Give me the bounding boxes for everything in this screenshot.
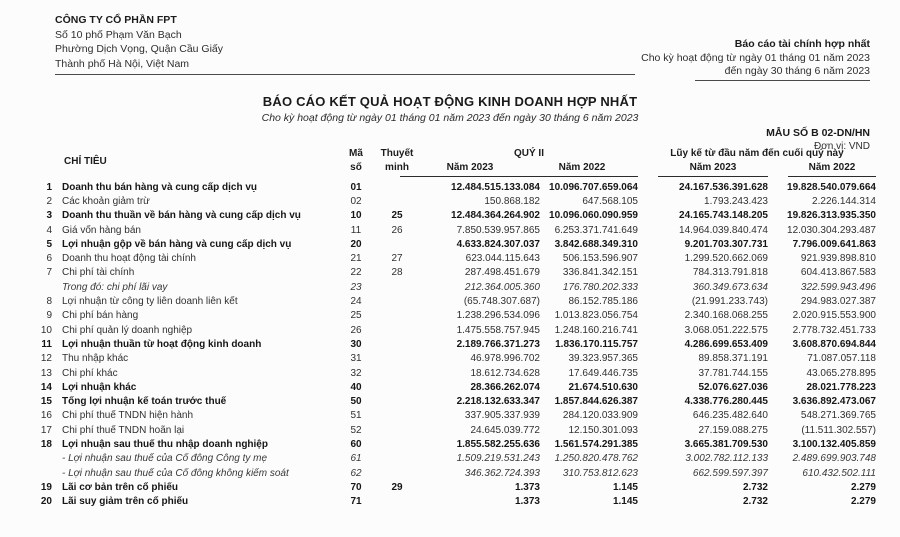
row-code: 70 [350,481,362,493]
row-number: 13 [40,367,52,379]
value-ytd-2023: 3.068.051.222.575 [684,324,768,336]
column-group-quarter-2: QUÝ II [513,148,544,159]
column-header-ytd-2022: Năm 2022 [788,161,876,177]
row-number: 8 [46,296,52,308]
table-row [38,495,876,509]
value-ytd-2022: 19.826.313.935.350 [787,210,876,222]
row-number: 2 [46,195,52,207]
row-number: 18 [40,438,52,450]
value-ytd-2023: 360.349.673.634 [692,281,768,293]
value-ytd-2023: 37.781.744.155 [698,367,768,379]
table-row [38,237,876,251]
value-ytd-2022: 2.279 [850,496,876,508]
value-q2-2022: 10.096.060.090.959 [549,210,638,222]
value-q2-2023: 150.868.182 [484,195,540,207]
value-q2-2022: 284.120.033.909 [562,410,638,422]
value-q2-2023: 18.612.734.628 [470,367,540,379]
value-q2-2022: 1.561.574.291.385 [554,438,638,450]
row-label: Lợi nhuận từ công ty liên doanh liên kết [62,296,238,308]
row-code: 62 [350,467,362,479]
value-ytd-2023: 662.599.597.397 [692,467,768,479]
row-label: Doanh thu bán hàng và cung cấp dịch vụ [62,181,258,193]
value-ytd-2023: 1.299.520.662.069 [684,253,768,265]
value-ytd-2023: 646.235.482.640 [692,410,768,422]
row-label: Giá vốn hàng bán [62,224,141,236]
value-q2-2023: 2.189.766.371.273 [456,338,540,350]
value-ytd-2022: 28.021.778.223 [806,381,876,393]
column-header-thuyet-line1: Thuyết [380,148,414,159]
value-q2-2022: 86.152.785.186 [568,296,638,308]
row-code: 10 [350,210,362,222]
row-code: 32 [350,367,362,379]
value-q2-2022: 176.780.202.333 [562,281,638,293]
value-ytd-2023: 784.313.791.818 [692,267,768,279]
value-ytd-2022: 2.020.915.553.900 [792,310,876,322]
company-address-line-1: Số 10 phố Phạm Văn Bạch [55,28,182,41]
row-code: 23 [350,281,362,293]
table-row [38,466,876,480]
value-ytd-2023: 24.165.743.148.205 [679,210,768,222]
table-row [38,294,876,308]
row-number: 7 [46,267,52,279]
value-ytd-2023: 2.732 [742,481,768,493]
value-q2-2023: 12.484.515.133.084 [451,181,540,193]
table-row [38,251,876,265]
row-number: 14 [40,381,52,393]
row-label: Doanh thu hoạt động tài chính [62,253,196,265]
value-q2-2022: 647.568.105 [582,195,638,207]
row-label: Chi phí thuế TNDN hiện hành [62,410,194,422]
row-code: 25 [350,310,362,322]
value-ytd-2023: 3.665.381.709.530 [684,438,768,450]
row-label: Chi phí khác [62,367,118,379]
row-label: Lợi nhuận sau thuế thu nhập doanh nghiệp [62,438,268,450]
value-ytd-2023: 4.286.699.653.409 [684,338,768,350]
value-ytd-2022: (11.511.302.557) [801,424,876,436]
row-code: 30 [350,338,362,350]
row-note-ref: 27 [391,253,403,265]
value-q2-2023: 346.362.724.393 [464,467,540,479]
value-q2-2022: 6.253.371.741.649 [554,224,638,236]
row-note-ref: 25 [391,210,403,222]
report-ref-period-line-2: đến ngày 30 tháng 6 năm 2023 [695,65,870,81]
table-row [38,452,876,466]
value-ytd-2023: 52.076.627.036 [698,381,768,393]
table-row [38,423,876,437]
value-ytd-2023: 2.340.168.068.255 [684,310,768,322]
value-ytd-2022: 7.796.009.641.863 [792,238,876,250]
company-name: CÔNG TY CỔ PHẦN FPT [55,14,177,26]
row-code: 71 [350,496,362,508]
row-label: Các khoản giảm trừ [62,195,150,207]
column-header-ma-line2: số [350,162,362,173]
row-code: 31 [350,353,362,365]
value-q2-2023: 1.855.582.255.636 [456,438,540,450]
table-row [38,480,876,494]
value-q2-2022: 17.649.446.735 [568,367,638,379]
row-code: 11 [350,224,362,236]
table-row [38,309,876,323]
value-q2-2023: 12.484.364.264.902 [451,210,540,222]
value-ytd-2022: 2.279 [850,481,876,493]
row-label: Thu nhập khác [62,353,129,365]
table-header [38,147,876,177]
row-number: 1 [46,181,52,193]
row-code: 52 [350,424,362,436]
table-row [38,323,876,337]
value-ytd-2022: 12.030.304.293.487 [787,224,876,236]
report-ref-title: Báo cáo tài chính hợp nhất [734,38,870,50]
row-code: 50 [350,396,362,408]
company-address-line-2: Phường Dịch Vọng, Quận Cầu Giấy [55,43,224,55]
value-ytd-2022: 2.489.699.903.748 [792,453,876,465]
value-ytd-2023: 14.964.039.840.474 [679,224,768,236]
value-q2-2022: 1.857.844.626.387 [554,396,638,408]
column-header-q2-2022: Năm 2022 [526,161,638,177]
value-q2-2023: 287.498.451.679 [464,267,540,279]
value-q2-2022: 310.753.812.623 [562,467,638,479]
row-note-ref: 28 [391,267,403,279]
table-row [38,352,876,366]
value-q2-2023: 623.044.115.643 [465,253,540,265]
value-q2-2022: 1.250.820.478.762 [554,453,638,465]
value-q2-2022: 39.323.957.365 [568,353,638,365]
column-header-ytd-2023: Năm 2023 [658,161,768,177]
value-ytd-2022: 3.636.892.473.067 [792,396,876,408]
table-row [38,337,876,351]
row-label: Lãi suy giảm trên cổ phiếu [62,496,189,508]
value-q2-2022: 21.674.510.630 [568,381,638,393]
table-row [38,266,876,280]
report-ref-period-line-1: Cho kỳ hoạt động từ ngày 01 tháng 01 năm 2023 [641,51,870,64]
value-ytd-2022: 294.983.027.387 [800,296,876,308]
value-q2-2023: 46.978.996.702 [470,353,540,365]
value-ytd-2023: 4.338.776.280.445 [684,396,768,408]
value-q2-2022: 1.248.160.216.741 [554,324,638,336]
value-ytd-2023: 1.793.243.423 [704,195,768,207]
value-ytd-2022: 3.100.132.405.859 [792,438,876,450]
value-ytd-2023: 9.201.703.307.731 [684,238,768,250]
value-q2-2023: 212.364.005.360 [464,281,540,293]
value-q2-2023: 1.475.558.757.945 [456,324,540,336]
value-ytd-2023: 24.167.536.391.628 [679,181,768,193]
row-code: 22 [350,267,362,279]
value-q2-2023: 24.645.039.772 [470,424,540,436]
page-subtitle: Cho kỳ hoạt động từ ngày 01 tháng 01 năm 2023 đến ngày 30 tháng 6 năm 2023 [261,112,639,124]
value-ytd-2022: 2.226.144.314 [812,195,876,207]
row-note-ref: 29 [391,481,403,493]
column-header-thuyet-line2: minh [385,162,409,173]
report-reference [641,38,870,81]
row-label: Doanh thu thuần về bán hàng và cung cấp dịch vụ [62,210,301,222]
row-code: 21 [350,253,362,265]
value-ytd-2023: 89.858.371.191 [698,353,768,365]
value-ytd-2022: 548.271.369.765 [800,410,876,422]
value-ytd-2022: 322.599.943.496 [800,281,876,293]
value-q2-2023: (65.748.307.687) [463,296,540,308]
row-code: 40 [350,381,362,393]
row-label: Lợi nhuận gộp về bán hàng và cung cấp dịch vụ [62,238,292,250]
value-q2-2022: 1.836.170.115.757 [555,338,638,350]
value-q2-2022: 12.150.301.093 [568,424,638,436]
value-q2-2023: 28.366.262.074 [470,381,540,393]
table-row [38,380,876,394]
value-ytd-2023: (21.991.233.743) [691,296,768,308]
row-label: Trong đó: chi phí lãi vay [62,281,168,293]
row-number: 3 [46,210,52,222]
row-code: 51 [350,410,362,422]
header-divider-line [55,74,635,75]
value-q2-2022: 336.841.342.151 [562,267,638,279]
column-header-q2-2023: Năm 2023 [400,161,540,177]
value-ytd-2022: 921.939.898.810 [800,253,876,265]
row-label: Chi phí tài chính [62,267,135,279]
table-row [38,280,876,294]
row-code: 26 [350,324,362,336]
company-address-line-3: Thành phố Hà Nội, Việt Nam [55,57,190,70]
value-q2-2023: 337.905.337.939 [464,410,540,422]
row-number: 10 [40,324,52,336]
value-q2-2023: 1.373 [514,496,540,508]
row-number: 6 [46,253,52,265]
table-row [38,409,876,423]
form-code: MẪU SỐ B 02-DN/HN [766,127,870,139]
column-header-chi-tieu: CHỈ TIÊU [64,156,107,167]
value-ytd-2022: 71.087.057.118 [807,353,876,365]
column-header-ma-line1: Mã [349,148,363,159]
value-ytd-2022: 610.432.502.111 [802,467,876,479]
row-number: 19 [40,481,52,493]
row-label: Lợi nhuận khác [62,381,137,393]
income-statement-table [38,147,876,509]
row-number: 15 [40,396,52,408]
value-q2-2023: 4.633.824.307.037 [456,238,540,250]
row-label: - Lợi nhuận sau thuế của Cổ đông Công ty mẹ [62,453,268,465]
table-row [38,437,876,451]
value-q2-2023: 7.850.539.957.865 [456,224,540,236]
value-q2-2022: 3.842.688.349.310 [554,238,638,250]
row-label: Lợi nhuận thuần từ hoạt động kinh doanh [62,338,262,350]
row-code: 61 [350,453,362,465]
column-group-year-to-date: Lũy kế từ đầu năm đến cuối quý này [670,148,844,159]
value-ytd-2022: 2.778.732.451.733 [792,324,876,336]
row-label: Lãi cơ bản trên cổ phiếu [62,481,179,493]
row-number: 16 [40,410,52,422]
value-ytd-2022: 43.065.278.895 [806,367,876,379]
row-note-ref: 26 [391,224,403,236]
value-q2-2023: 1.238.296.534.096 [456,310,540,322]
row-code: 20 [350,238,362,250]
currency-unit-label: Đơn vị: VND [813,141,870,152]
row-number: 12 [40,353,52,365]
row-label: Chi phí quản lý doanh nghiệp [62,324,193,336]
company-header [55,13,223,71]
table-row [38,194,876,208]
row-number: 5 [46,238,52,250]
row-code: 01 [350,181,362,193]
row-label: Tổng lợi nhuận kế toán trước thuế [62,396,227,408]
value-q2-2022: 1.145 [612,496,638,508]
value-ytd-2022: 604.413.867.583 [800,267,876,279]
row-label: Chi phí thuế TNDN hoãn lại [62,424,185,436]
value-ytd-2023: 2.732 [742,496,768,508]
row-code: 02 [350,195,362,207]
value-q2-2022: 1.013.823.056.754 [554,310,638,322]
table-row [38,180,876,194]
value-q2-2022: 1.145 [612,481,638,493]
table-row [38,394,876,408]
table-row [38,223,876,237]
page-title: BÁO CÁO KẾT QUẢ HOẠT ĐỘNG KINH DOANH HỢP NHẤT [262,94,638,109]
value-q2-2023: 1.509.219.531.243 [456,453,540,465]
row-number: 20 [40,496,52,508]
value-q2-2022: 10.096.707.659.064 [549,181,638,193]
value-ytd-2022: 3.608.870.694.844 [792,338,876,350]
row-number: 4 [46,224,52,236]
row-label: - Lợi nhuận sau thuế của Cổ đông không kiểm soát [62,467,289,479]
row-number: 11 [41,338,52,350]
row-number: 9 [46,310,52,322]
table-body [38,180,876,509]
value-q2-2022: 506.153.596.907 [562,253,638,265]
value-ytd-2023: 3.002.782.112.133 [685,453,768,465]
table-row [38,209,876,223]
value-q2-2023: 2.218.132.633.347 [456,396,540,408]
value-ytd-2023: 27.159.088.275 [698,424,768,436]
row-label: Chi phí bán hàng [62,310,139,322]
table-row [38,366,876,380]
row-code: 24 [350,296,362,308]
row-number: 17 [40,424,52,436]
row-code: 60 [350,438,362,450]
value-ytd-2022: 19.828.540.079.664 [787,181,876,193]
value-q2-2023: 1.373 [514,481,540,493]
